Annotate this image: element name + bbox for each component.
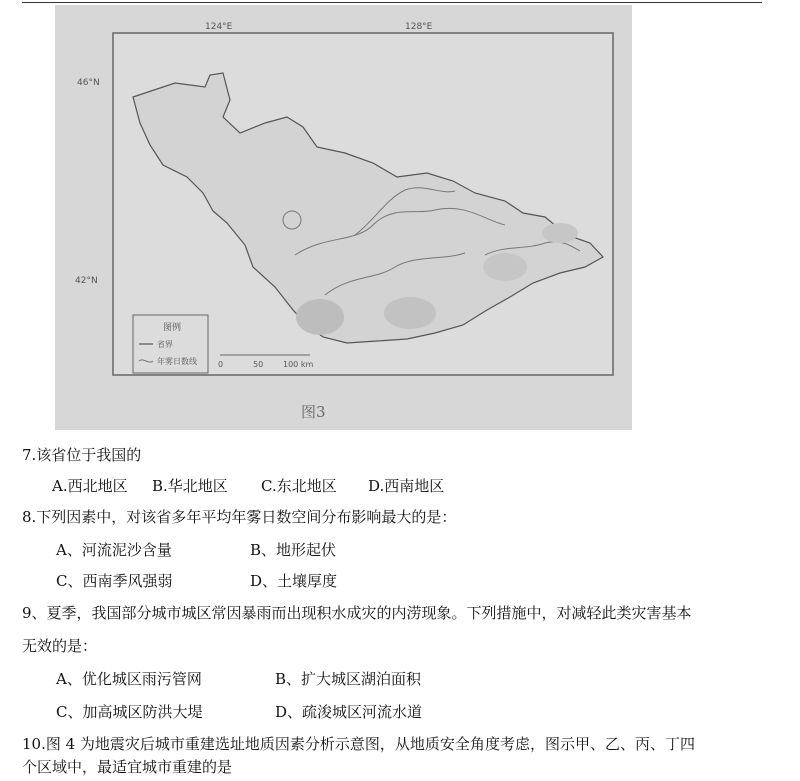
question-8-option-c: C、西南季风强弱 [56,572,173,590]
question-9-stem-line2: 无效的是： [22,637,98,655]
lon-label-124: 124°E [205,22,233,32]
legend-item-isoline: 年雾日数线 [157,357,197,366]
legend-title: 图例 [163,323,182,333]
top-rule [22,2,762,3]
figure-caption: 图3 [301,403,326,421]
scale-label-100: 100 km [283,360,314,369]
question-10-stem-line1: 10.图 4 为地震灾后城市重建选址地质因素分析示意图，从地质安全角度考虑，图示甲、乙、丙、丁四 [22,735,695,753]
question-7-stem: 7.该省位于我国的 [22,446,142,464]
legend-item-border: 省界 [157,340,173,349]
question-8-option-d: D、土壤厚度 [250,572,338,590]
question-7-option-b: B.华北地区 [152,477,228,495]
question-9-option-d: D、疏浚城区河流水道 [275,703,423,721]
question-8-option-b: B、地形起伏 [250,541,337,559]
question-7-option-c: C.东北地区 [261,477,337,495]
province-map [55,5,632,430]
lat-label-46: 46°N [77,78,100,88]
question-7-option-d: D.西南地区 [368,477,445,495]
scale-label-0: 0 [218,360,224,369]
shaded-area [384,297,436,329]
lat-label-42: 42°N [75,276,98,286]
lon-label-128: 128°E [405,22,433,32]
question-7-option-a: A.西北地区 [52,477,128,495]
question-8-option-a: A、河流泥沙含量 [56,541,172,559]
map-figure [55,5,632,430]
question-9-stem-line1: 9、夏季，我国部分城市城区常因暴雨而出现积水成灾的内涝现象。下列措施中，对减轻此类灾害基本 [22,604,692,622]
shaded-area [542,223,578,243]
shaded-area [296,299,344,335]
shaded-area [483,253,527,281]
question-8-stem: 8.下列因素中，对该省多年平均年雾日数空间分布影响最大的是： [22,508,457,526]
question-9-option-c: C、加高城区防洪大堤 [56,703,203,721]
question-9-option-a: A、优化城区雨污管网 [56,670,202,688]
question-9-option-b: B、扩大城区湖泊面积 [275,670,422,688]
question-10-stem-line2: 个区域中，最适宜城市重建的是 [22,758,233,776]
scale-label-50: 50 [253,360,264,369]
